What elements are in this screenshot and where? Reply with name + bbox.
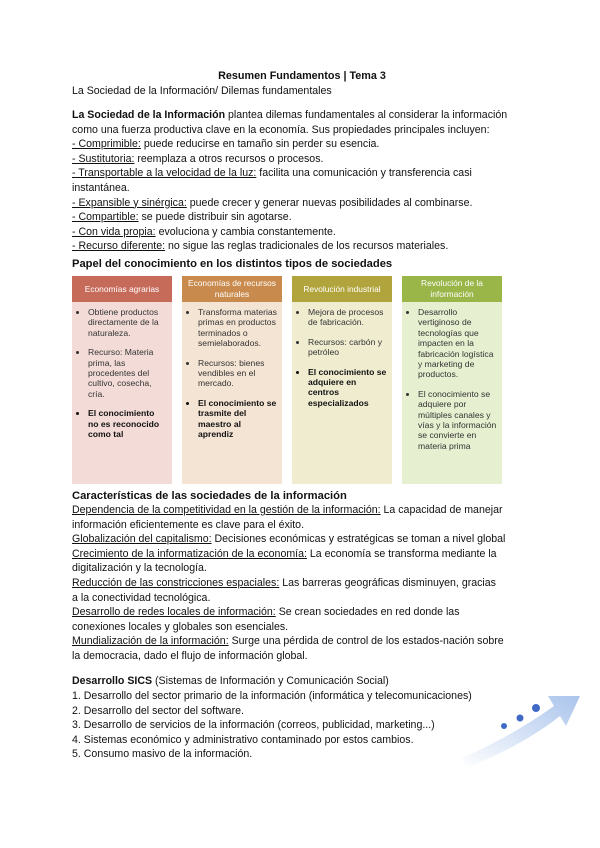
intro-lead: La Sociedad de la Información — [72, 109, 226, 121]
sics-step: 1. Desarrollo del sector primario de la información (informática y telecomunicaciones) — [72, 690, 472, 703]
society-column-item: • Recursos: bienes vendibles en el mercado. — [198, 358, 277, 389]
society-column-item: • El conocimiento no es reconocido como tal — [88, 408, 167, 439]
characteristic-desc: Surge una pérdida de control de los estados-nación sobre — [228, 635, 504, 648]
society-column-body — [292, 302, 392, 484]
characteristic-item — [72, 634, 532, 649]
property-desc: se puede distribuir sin agotarse. — [138, 211, 292, 224]
characteristic-desc: Se crean sociedades en red donde las — [275, 606, 460, 619]
document-title: Resumen Fundamentos | Tema 3 — [218, 70, 386, 82]
dot-icon — [501, 723, 507, 729]
property-term: - Comprimible: — [72, 138, 141, 151]
society-column-body — [402, 302, 502, 484]
society-column — [182, 276, 282, 484]
characteristic-item — [72, 532, 532, 547]
property-desc: puede crecer y generar nuevas posibilidades al combinarse. — [186, 196, 473, 209]
characteristic-desc: La economía se transforma mediante la — [306, 547, 497, 560]
property-term: - Con vida propia: — [72, 225, 156, 238]
society-column-item: • El conocimiento se adquiere por múltiples canales y vías y la información se convierte en materia prima — [418, 389, 497, 451]
characteristic-continuation: conexiones locales y globales son esenciales. — [72, 620, 289, 633]
characteristic-term: Globalización del capitalismo: — [72, 533, 212, 546]
property-desc: reemplaza a otros recursos o procesos. — [134, 152, 324, 165]
characteristic-term: Reducción de las constricciones espaciales: — [72, 576, 280, 589]
society-column-heading: Revolución industrial — [292, 276, 392, 302]
property-term: - Compartible: — [72, 211, 139, 224]
property-term: - Transportable a la velocidad de la luz: — [72, 167, 257, 180]
society-column-list — [188, 307, 277, 439]
property-term: - Expansible y sinérgica: — [72, 196, 187, 209]
society-column-list — [298, 307, 387, 408]
society-column-item: • Mejora de procesos de fabricación. — [308, 307, 387, 328]
characteristic-term: Mundialización de la información: — [72, 635, 229, 648]
characteristic-item — [72, 503, 532, 518]
knowledge-columns — [72, 276, 502, 484]
characteristic-term: Desarrollo de redes locales de información: — [72, 606, 276, 619]
society-column-item: • Obtiene productos directamente de la naturaleza. — [88, 307, 167, 338]
sics-step: 3. Desarrollo de servicios de la información (correos, publicidad, marketing...) — [72, 719, 435, 732]
property-term: - Recurso diferente: — [72, 240, 166, 253]
society-column-item: • Recursos: carbón y petróleo — [308, 337, 387, 358]
society-column-item: • Desarrollo vertiginoso de tecnologías que impacten en la fabricación logística y marketing de productos. — [418, 307, 497, 380]
characteristic-desc: La capacidad de manejar — [380, 503, 503, 516]
knowledge-title: Papel del conocimiento en los distintos tipos de sociedades — [72, 257, 393, 270]
characteristic-desc: Las barreras geográficas disminuyen, gracias — [279, 576, 496, 589]
sics-subtitle: (Sistemas de Información y Comunicación Social) — [152, 675, 389, 688]
society-column — [402, 276, 502, 484]
property-list — [72, 137, 532, 254]
society-column-item: • El conocimiento se adquiere en centros especializados — [308, 367, 387, 409]
society-column — [292, 276, 392, 484]
property-item — [72, 210, 532, 225]
society-column-heading: Economías de recursos naturales — [182, 276, 282, 302]
property-desc: instantánea. — [72, 181, 130, 194]
society-column-item: • El conocimiento se trasmite del maestro al aprendiz — [198, 398, 277, 440]
property-desc: no sigue las reglas tradicionales de los recursos materiales. — [165, 240, 449, 253]
characteristic-desc: Decisiones económicas y estratégicas se toman a nivel global — [211, 533, 506, 546]
document-subtitle: La Sociedad de la Información/ Dilemas fundamentales — [72, 85, 332, 97]
property-item — [72, 137, 532, 152]
characteristic-term: Crecimiento de la informatización de la economía: — [72, 547, 307, 560]
characteristic-item — [72, 605, 532, 620]
society-column — [72, 276, 172, 484]
society-column-item: • Transforma materias primas en productos terminados o semielaborados. — [198, 307, 277, 349]
sics-title: Desarrollo SICS — [72, 675, 153, 688]
sics-arrow-graphic — [462, 688, 582, 768]
intro-lead-rest: plantea dilemas fundamentales al considerar la información — [225, 109, 508, 121]
property-term: - Sustitutoria: — [72, 152, 135, 165]
dot-icon — [517, 715, 524, 722]
property-item — [72, 181, 532, 196]
sics-step: 2. Desarrollo del sector del software. — [72, 704, 244, 717]
society-column-heading: Economías agrarias — [72, 276, 172, 302]
property-desc: facilita una comunicación y transferencia casi — [256, 167, 472, 180]
society-column-list — [408, 307, 497, 451]
property-item — [72, 166, 532, 181]
characteristic-continuation: digitalización y la tecnología. — [72, 562, 207, 575]
characteristic-continuation: a la conectividad tecnológica. — [72, 591, 211, 604]
society-column-body — [182, 302, 282, 484]
property-item — [72, 225, 532, 240]
property-item — [72, 152, 532, 167]
society-column-body — [72, 302, 172, 484]
characteristic-continuation: información eficientemente es clave para el éxito. — [72, 518, 305, 531]
society-column-item: • Recurso: Materia prima, las procedentes del cultivo, cosecha, cría. — [88, 347, 167, 399]
intro-section — [72, 108, 532, 254]
characteristic-term: Dependencia de la competitividad en la gestión de la información: — [72, 503, 381, 516]
intro-line2: como una fuerza productiva clave en la economía. Sus propiedades principales incluyen: — [72, 123, 490, 136]
society-column-heading: Revolución de la información — [402, 276, 502, 302]
characteristic-continuation: la democracia, dado el flujo de información global. — [72, 649, 308, 662]
society-column-list — [78, 307, 167, 439]
characteristics-title: Características de las sociedades de la información — [72, 489, 347, 502]
property-desc: evoluciona y cambia constantemente. — [155, 225, 336, 238]
property-desc: puede reducirse en tamaño sin perder su esencia. — [140, 138, 380, 151]
sics-step: 4. Sistemas económico y administrativo contaminado por estos cambios. — [72, 733, 414, 746]
dot-icon — [532, 704, 540, 712]
document-page — [72, 70, 532, 762]
characteristic-item — [72, 576, 532, 591]
characteristic-item — [72, 547, 532, 562]
property-item — [72, 239, 532, 254]
property-item — [72, 196, 532, 211]
sics-step: 5. Consumo masivo de la información. — [72, 748, 253, 761]
arrow-shape — [462, 696, 580, 768]
characteristics-list — [72, 503, 532, 664]
